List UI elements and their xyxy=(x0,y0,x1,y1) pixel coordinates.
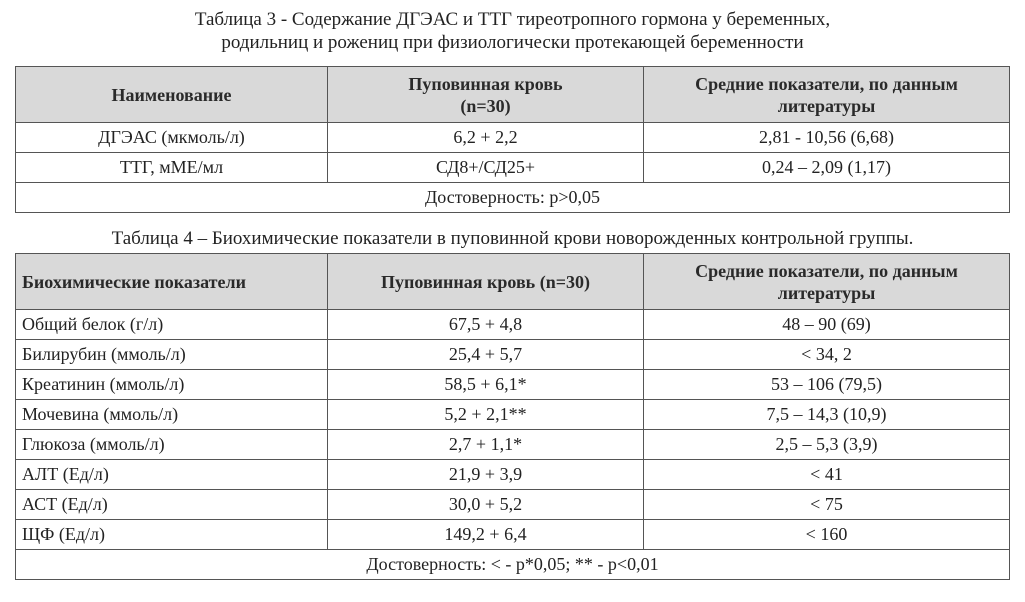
table-row xyxy=(16,340,1010,370)
table-cell: 21,9 + 3,9 xyxy=(328,460,644,490)
table-cell: 149,2 + 6,4 xyxy=(328,520,644,550)
table3-caption xyxy=(0,8,1025,54)
table3-header-name: Наименование xyxy=(16,67,328,123)
table3-header-cord-blood-line1: Пуповинная кровь xyxy=(408,73,563,94)
table-cell: 6,2 + 2,2 xyxy=(328,123,644,153)
table4 xyxy=(15,253,1010,580)
table-cell: АСТ (Ед/л) xyxy=(16,490,328,520)
table-cell: 2,81 - 10,56 (6,68) xyxy=(644,123,1010,153)
table3-header-cord-blood-line2: (n=30) xyxy=(460,95,511,116)
table-row xyxy=(16,460,1010,490)
table4-footer: Достоверность: < - р*0,05; ** - р<0,01 xyxy=(16,550,1010,580)
table-cell: 2,5 – 5,3 (3,9) xyxy=(644,430,1010,460)
table3 xyxy=(15,66,1010,213)
table-cell: ДГЭАС (мкмоль/л) xyxy=(16,123,328,153)
table-cell: < 41 xyxy=(644,460,1010,490)
table-cell: 7,5 – 14,3 (10,9) xyxy=(644,400,1010,430)
table-row xyxy=(16,490,1010,520)
table-row xyxy=(16,370,1010,400)
table-row xyxy=(16,310,1010,340)
table3-header-literature: Средние показатели, по данным литературы xyxy=(644,67,1010,123)
table-cell: ТТГ, мМЕ/мл xyxy=(16,153,328,183)
table-row xyxy=(16,400,1010,430)
table3-footer: Достоверность: р>0,05 xyxy=(16,183,1010,213)
table-cell: Общий белок (г/л) xyxy=(16,310,328,340)
table-cell: 25,4 + 5,7 xyxy=(328,340,644,370)
table-row xyxy=(16,430,1010,460)
table-cell: 0,24 – 2,09 (1,17) xyxy=(644,153,1010,183)
table-cell: 30,0 + 5,2 xyxy=(328,490,644,520)
table-row xyxy=(16,123,1010,153)
table-cell: 48 – 90 (69) xyxy=(644,310,1010,340)
table4-caption: Таблица 4 – Биохимические показатели в пуповинной крови новорожденных контрольной группы. xyxy=(111,228,914,249)
table-cell: СД8+/СД25+ xyxy=(328,153,644,183)
table-cell: Билирубин (ммоль/л) xyxy=(16,340,328,370)
table-cell: Глюкоза (ммоль/л) xyxy=(16,430,328,460)
table-cell: 53 – 106 (79,5) xyxy=(644,370,1010,400)
table-cell: Креатинин (ммоль/л) xyxy=(16,370,328,400)
table3-header-cord-blood xyxy=(328,67,644,123)
table4-header-row xyxy=(16,254,1010,310)
table-cell: Мочевина (ммоль/л) xyxy=(16,400,328,430)
table3-header-row xyxy=(16,67,1010,123)
table-cell: < 34, 2 xyxy=(644,340,1010,370)
table-cell: < 160 xyxy=(644,520,1010,550)
table4-header-cord-blood: Пуповинная кровь (n=30) xyxy=(328,254,644,310)
table-cell: АЛТ (Ед/л) xyxy=(16,460,328,490)
table-row xyxy=(16,153,1010,183)
table3-caption-line2: родильниц и рожениц при физиологически протекающей беременности xyxy=(221,32,804,53)
table-cell: 2,7 + 1,1* xyxy=(328,430,644,460)
table4-header-indicator: Биохимические показатели xyxy=(16,254,328,310)
table-cell: ЩФ (Ед/л) xyxy=(16,520,328,550)
table4-footer-row xyxy=(16,550,1010,580)
table3-footer-row xyxy=(16,183,1010,213)
table-cell: 5,2 + 2,1** xyxy=(328,400,644,430)
table4-header-literature: Средние показатели, по данным литературы xyxy=(644,254,1010,310)
table-cell: 67,5 + 4,8 xyxy=(328,310,644,340)
table-cell: 58,5 + 6,1* xyxy=(328,370,644,400)
table-cell: < 75 xyxy=(644,490,1010,520)
table-row xyxy=(16,520,1010,550)
table3-caption-line1: Таблица 3 - Содержание ДГЭАС и ТТГ тиреотропного гормона у беременных, xyxy=(194,9,831,30)
